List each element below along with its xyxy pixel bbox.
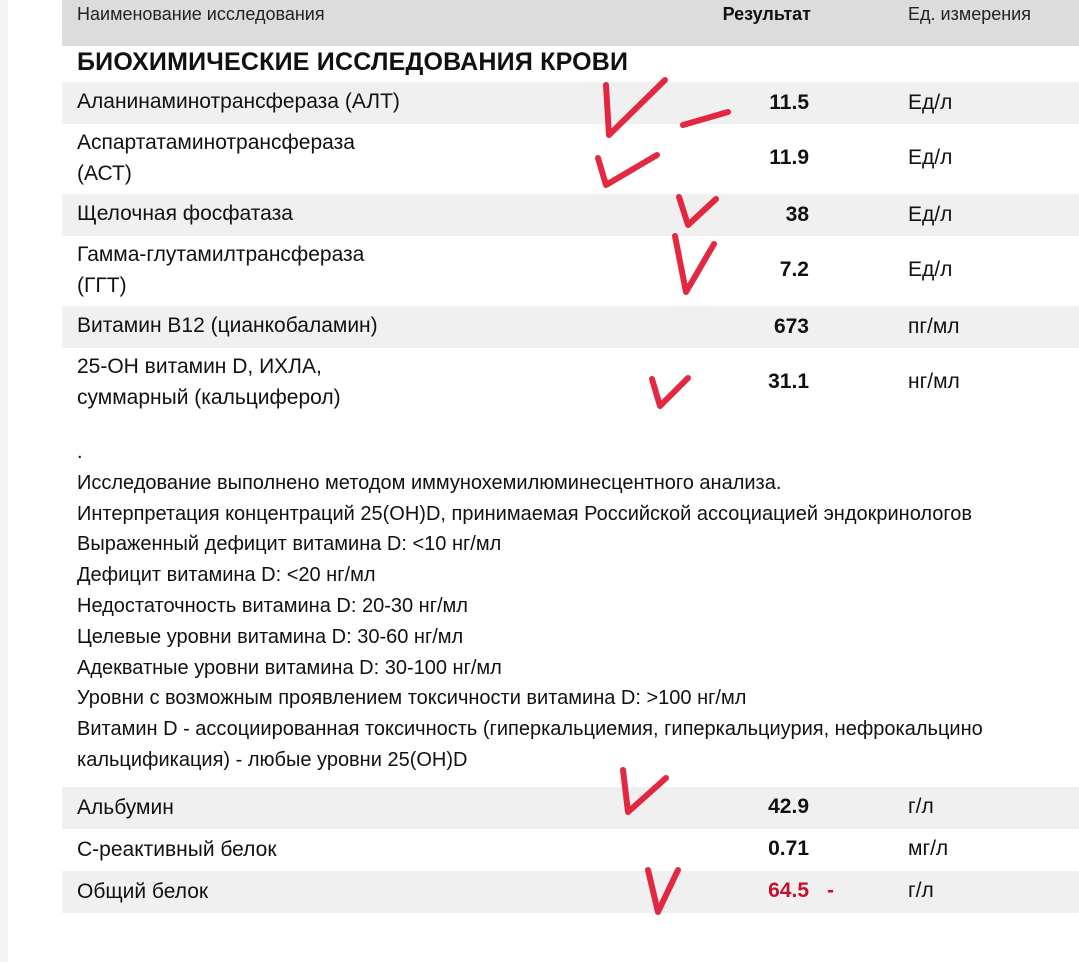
test-name-line: Щелочная фосфатаза <box>77 202 293 225</box>
note-line: . <box>77 441 83 463</box>
test-value: 42.9 <box>768 795 809 818</box>
protein-results-sheet <box>62 787 1079 913</box>
test-unit: пг/мл <box>908 315 960 338</box>
table-row-ast <box>62 124 1079 194</box>
test-unit: г/л <box>908 879 934 902</box>
note-line: кальцификация) - любые уровни 25(OH)D <box>77 748 468 771</box>
test-value: 7.2 <box>779 258 809 281</box>
note-line: Интерпретация концентраций 25(OH)D, принимаемая Российской ассоциацией эндокринологов <box>77 502 972 525</box>
note-line: Уровни с возможным проявлением токсичности витамина D: >100 нг/мл <box>77 687 747 710</box>
test-name <box>77 239 364 301</box>
test-name <box>77 310 378 341</box>
test-name-line: Аспартатаминотрансфераза <box>77 131 355 154</box>
header-unit-column: Ед. измерения <box>908 4 1031 24</box>
test-name <box>77 792 174 823</box>
test-name-line: суммарный (кальциферол) <box>77 386 341 409</box>
table-row-ggt <box>62 236 1079 306</box>
test-value: 673 <box>773 315 809 338</box>
test-unit: Ед/л <box>908 91 953 114</box>
test-name-line: Общий белок <box>77 880 209 903</box>
test-value: 11.5 <box>769 91 809 114</box>
test-unit: Ед/л <box>908 258 953 281</box>
low-flag: - <box>827 879 834 902</box>
test-name-line: 25-OH витамин D, ИХЛА, <box>77 355 322 378</box>
test-name-line: Гамма-глутамилтрансфераза <box>77 243 365 266</box>
test-unit: Ед/л <box>908 146 953 169</box>
note-line: Адекватные уровни витамина D: 30-100 нг/мл <box>77 656 502 679</box>
test-name-line: (АСТ) <box>77 162 132 185</box>
test-name-line: С-реактивный белок <box>77 838 277 861</box>
test-value: 0.71 <box>768 837 809 860</box>
test-value-low: 64.5 <box>768 879 809 902</box>
test-value: 11.9 <box>769 146 809 169</box>
table-row-albumin <box>62 787 1079 829</box>
table-header <box>62 0 1079 46</box>
table-row-alt <box>62 82 1079 124</box>
test-name <box>77 834 277 865</box>
header-name-column: Наименование исследования <box>77 4 325 24</box>
test-name-line: (ГГТ) <box>77 274 127 297</box>
test-name-line: Аланинаминотрансфераза (АЛТ) <box>77 90 400 113</box>
note-line: Дефицит витамина D: <20 нг/мл <box>77 564 376 587</box>
test-name <box>77 86 400 117</box>
note-line: Целевые уровни витамина D: 30-60 нг/мл <box>77 625 464 648</box>
lab-results-sheet <box>62 0 1079 418</box>
note-line: Выраженный дефицит витамина D: <10 нг/мл <box>77 533 502 556</box>
note-line: Витамин D - ассоциированная токсичность (гиперкальциемия, гиперкальциурия, нефрокальцино <box>77 718 983 741</box>
table-row-b12 <box>62 306 1079 348</box>
test-value: 31.1 <box>768 370 809 393</box>
test-unit: г/л <box>908 795 934 818</box>
test-name <box>77 127 355 189</box>
header-result-column: Результат <box>722 4 811 24</box>
page-edge-shadow <box>0 0 8 962</box>
test-name <box>77 198 293 229</box>
note-line: Недостаточность витамина D: 20-30 нг/мл <box>77 594 468 617</box>
test-name <box>77 876 208 907</box>
test-unit: мг/л <box>908 837 949 860</box>
note-line: Исследование выполнено методом иммунохемилюминесцентного анализа. <box>77 471 782 494</box>
table-row-total-protein <box>62 871 1079 913</box>
table-row-vitamin-d <box>62 348 1079 418</box>
vitamin-d-interpretation-notes <box>77 437 1079 776</box>
table-row-alp <box>62 194 1079 236</box>
test-name-line: Витамин B12 (цианкобаламин) <box>77 314 378 337</box>
test-value: 38 <box>785 203 809 226</box>
table-row-crp <box>62 829 1079 871</box>
section-title-text: БИОХИМИЧЕСКИЕ ИССЛЕДОВАНИЯ КРОВИ <box>77 48 629 76</box>
test-unit: нг/мл <box>908 370 960 393</box>
test-name-line: Альбумин <box>77 796 174 819</box>
test-name <box>77 351 341 413</box>
test-unit: Ед/л <box>908 203 953 226</box>
section-title <box>62 46 1079 82</box>
